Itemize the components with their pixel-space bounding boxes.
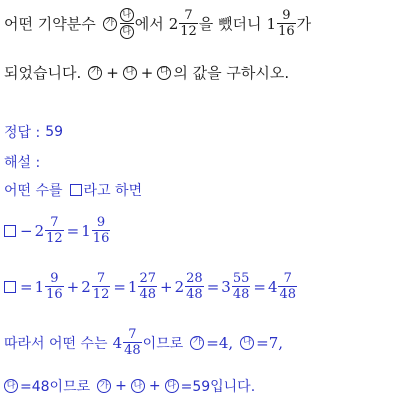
fraction-na-over-da [120,8,134,39]
explanation-label: 해설 : [4,155,41,171]
circled-na: 나 [131,379,145,393]
minus-sign: − [20,221,33,240]
question-post: 가 [296,15,312,33]
numerator: 7 [184,8,193,23]
fraction [232,272,251,301]
plus-sign: + [160,277,173,296]
equals-sign: = [20,277,33,296]
circled-na: 나 [123,66,137,80]
numerator: 9 [282,8,291,23]
denominator: 12 [46,231,63,246]
denominator: 16 [92,231,110,246]
question-line-2 [4,62,289,83]
plus-sign: + [115,378,127,394]
circled-ga: 가 [103,17,117,31]
denominator: 48 [232,287,250,302]
circled-da: 다 [165,379,179,393]
fraction [138,272,157,301]
denominator: 16 [46,287,63,302]
answer-line [4,122,63,142]
mixed-whole: 1 [81,221,91,240]
na-value: =7, [256,333,284,352]
mixed-whole: 2 [168,14,179,33]
denominator: 16 [278,24,295,39]
intro-post: 라고 하면 [83,183,143,199]
plus-sign: + [106,63,119,82]
numerator: 7 [50,215,59,230]
fraction [45,272,64,301]
fraction [179,9,198,38]
numerator: 28 [186,271,203,286]
mixed-whole: 2 [81,277,91,296]
ga-value: =4, [206,333,234,352]
fraction [123,328,142,357]
unknown-box [70,184,82,196]
answer-label: 정답 : [4,125,41,141]
circled-na: 나 [120,8,134,22]
numerator: 9 [96,215,106,230]
circled-ga: 가 [97,379,111,393]
numerator: 7 [283,271,292,286]
numerator: 9 [50,271,59,286]
question-mid2: 을 뺐더니 [198,15,262,33]
conclusion-line-1 [4,328,283,357]
plus-sign: + [140,63,154,82]
mixed-whole: 2 [34,221,45,240]
plus-sign: + [148,378,161,394]
question-mid: 에서 [134,15,164,33]
denominator: 48 [124,343,141,358]
denominator: 12 [180,24,197,39]
denominator: 48 [139,287,157,302]
equals-sign: = [113,277,126,296]
equals-sign: = [253,277,266,296]
intro-pre: 어떤 수를 [4,183,63,199]
da-value: =48이므로 [20,379,91,395]
mixed-whole: 1 [127,277,138,296]
mixed-whole: 1 [34,277,45,296]
conclusion-pre: 따라서 어떤 수는 [4,335,108,352]
circled-na: 나 [240,336,254,350]
fraction [92,216,111,245]
fraction [92,272,111,301]
equation-2 [4,272,298,301]
numerator: 7 [96,271,106,286]
equals-sign: = [66,221,80,240]
mixed-whole: 4 [112,333,123,352]
explanation-intro [4,180,142,200]
denominator: 12 [92,287,110,302]
unknown-box [4,225,16,237]
fraction [278,272,297,301]
plus-sign: + [66,277,80,296]
equation-1 [4,216,111,245]
denominator: 48 [186,287,203,302]
fraction [185,272,204,301]
question-line-1 [4,8,311,39]
conclusion-line-2 [4,376,255,396]
question-line2-post: 의 값을 구하시오. [173,64,290,82]
mixed-whole: 1 [266,14,277,33]
equals-sign: = [206,277,220,296]
numerator: 7 [128,327,137,342]
fraction [45,216,64,245]
conclusion-post: =59입니다. [180,379,256,395]
fraction [277,9,296,38]
question-prefix: 어떤 기약분수 [4,15,96,33]
mixed-whole: 3 [221,277,231,296]
circled-ga: 가 [190,336,204,350]
numerator: 27 [139,271,157,286]
unknown-box [4,281,16,293]
circled-ga: 가 [88,66,102,80]
denominator: 48 [279,287,297,302]
circled-da: 다 [120,25,134,39]
circled-da: 다 [4,379,18,393]
numerator: 55 [232,271,250,286]
question-line2-prefix: 되었습니다. [4,64,82,82]
circled-da: 다 [157,66,171,80]
mixed-whole: 2 [174,277,185,296]
conclusion-mid: 이므로 [142,335,184,352]
mixed-whole: 4 [267,277,278,296]
explanation-label-line [4,152,40,172]
answer-value: 59 [45,124,64,140]
